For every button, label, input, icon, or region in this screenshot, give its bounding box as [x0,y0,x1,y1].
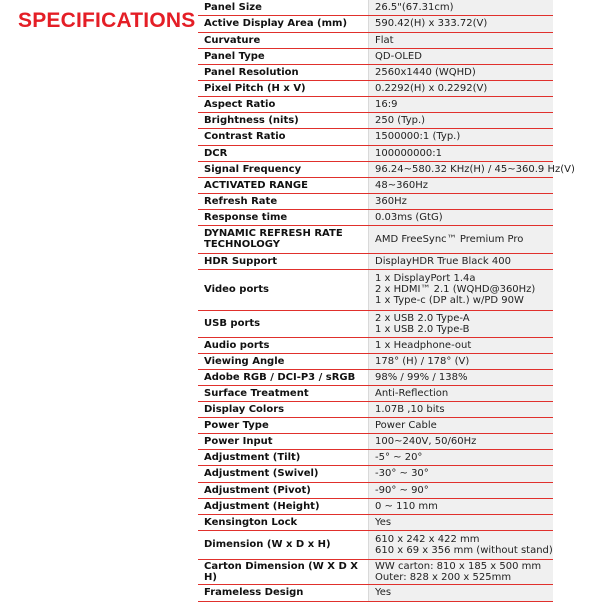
spec-row [198,449,553,465]
spec-row [198,514,553,530]
spec-value [369,584,554,601]
spec-value [369,80,554,96]
spec-value [369,385,554,401]
spec-value-line: 610 x 69 x 356 mm (without stand) [375,544,553,556]
spec-value-line: 2 x HDMI™ 2.1 (WQHD@360Hz) [375,284,536,295]
spec-value [369,32,554,48]
spec-value-line: 1 x Headphone-out [375,339,472,351]
spec-row [198,337,553,353]
spec-value-line: 590.42(H) x 333.72(V) [375,18,488,29]
spec-label: USB ports [198,310,369,337]
spec-value-line: 1 x USB 2.0 Type-B [375,323,470,335]
spec-value [369,177,554,193]
spec-row [198,385,553,401]
spec-value [369,310,554,337]
spec-label: Video ports [198,269,369,310]
spec-value [369,269,554,310]
spec-value-line: 1500000:1 (Typ.) [375,131,461,142]
spec-row [198,96,553,112]
spec-value-line: 1.07B ,10 bits [375,403,445,415]
spec-row [198,498,553,514]
spec-value [369,48,554,64]
spec-label: Power Type [198,417,369,433]
spec-row [198,369,553,385]
spec-label: Display Colors [198,401,369,417]
spec-row [198,48,553,64]
spec-label: Surface Treatment [198,385,369,401]
spec-value [369,64,554,80]
spec-row [198,353,553,369]
spec-row [198,559,553,584]
spec-label: Panel Type [198,48,369,64]
spec-value [369,449,554,465]
spec-value-line: 2560x1440 (WQHD) [375,66,476,78]
spec-label: Pixel Pitch (H x V) [198,80,369,96]
page-title: SPECIFICATIONS [18,9,196,32]
spec-row [198,225,553,253]
spec-label: Brightness (nits) [198,112,369,128]
spec-row [198,80,553,96]
spec-value-line: 48~360Hz [375,179,428,191]
spec-value-line: Yes [375,587,392,598]
spec-row [198,0,553,15]
spec-value [369,225,554,253]
spec-value [369,482,554,498]
spec-label: Carton Dimension (W X D X H) [198,559,369,584]
spec-row [198,64,553,80]
spec-label: Active Display Area (mm) [198,15,369,32]
spec-label: Refresh Rate [198,193,369,209]
spec-value-line: -5° ~ 20° [375,451,423,463]
spec-value [369,337,554,353]
spec-value [369,465,554,482]
spec-label: Panel Size [198,0,369,15]
spec-label: Kensington Lock [198,514,369,530]
spec-value [369,193,554,209]
spec-label: Adjustment (Pivot) [198,482,369,498]
spec-row [198,161,553,177]
spec-label: Signal Frequency [198,161,369,177]
spec-value [369,559,554,584]
spec-value-line: 26.5"(67.31cm) [375,1,454,13]
spec-row [198,253,553,269]
spec-label: Power Input [198,433,369,449]
spec-value-line: WW carton: 810 x 185 x 500 mm [375,560,542,572]
spec-value-line: Flat [375,34,394,46]
spec-value-line: Yes [375,516,392,528]
spec-value-line: 2 x USB 2.0 Type-A [375,312,470,324]
spec-label: DCR [198,145,369,161]
spec-value-line: 360Hz [375,195,407,207]
spec-value [369,209,554,225]
spec-label: DYNAMIC REFRESH RATE TECHNOLOGY [198,225,369,253]
spec-label: Panel Resolution [198,64,369,80]
spec-value-line: 0.03ms (GtG) [375,211,443,223]
spec-label: Dimension (W x D x H) [198,530,369,559]
spec-label: Adjustment (Tilt) [198,449,369,465]
spec-value-line: -90° ~ 90° [375,484,429,496]
spec-label: Audio ports [198,337,369,353]
specifications-table-body [198,0,575,601]
spec-label: Response time [198,209,369,225]
spec-value [369,145,554,161]
spec-value-line: 178° (H) / 178° (V) [375,355,470,367]
spec-label: Adobe RGB / DCI-P3 / sRGB [198,369,369,385]
spec-label: Viewing Angle [198,353,369,369]
spec-value [369,15,554,32]
spec-row [198,112,553,128]
spec-value-line: 98% / 99% / 138% [375,371,468,383]
spec-row [198,269,553,310]
spec-row [198,584,553,601]
spec-value [369,0,554,15]
spec-row [198,433,553,449]
spec-label: Adjustment (Height) [198,498,369,514]
spec-value [369,369,554,385]
spec-value [369,514,554,530]
spec-value [369,530,554,559]
spec-row [198,128,553,145]
spec-value-line: Power Cable [375,419,437,431]
spec-value [369,353,554,369]
spec-value [369,433,554,449]
spec-value-line: 96.24~580.32 KHz(H) / 45~360.9 Hz(V) [375,163,575,175]
spec-label: Adjustment (Swivel) [198,465,369,482]
spec-label: Contrast Ratio [198,128,369,145]
spec-row [198,417,553,433]
spec-value [369,112,554,128]
spec-value-line: 1 x DisplayPort 1.4a [375,273,476,284]
spec-label: ACTIVATED RANGE [198,177,369,193]
spec-value-line: -30° ~ 30° [375,468,429,479]
spec-value [369,96,554,112]
spec-label: Frameless Design [198,584,369,601]
spec-value [369,417,554,433]
spec-value-line: 1 x Type-c (DP alt.) w/PD 90W [375,295,524,306]
spec-label: Aspect Ratio [198,96,369,112]
spec-value [369,128,554,145]
spec-value-line: AMD FreeSync™ Premium Pro [375,233,524,245]
spec-value [369,253,554,269]
spec-value-line: 0 ~ 110 mm [375,500,438,512]
spec-value-line: 16:9 [375,98,398,110]
spec-row [198,32,553,48]
spec-value [369,161,575,177]
spec-value-line: 100000000:1 [375,147,442,159]
spec-value-line: DisplayHDR True Black 400 [375,255,511,267]
spec-row [198,177,553,193]
spec-value-line: 610 x 242 x 422 mm [375,533,480,545]
spec-row [198,209,553,225]
spec-row [198,530,553,559]
spec-row [198,145,553,161]
spec-row [198,15,553,32]
spec-value-line: Anti-Reflection [375,387,449,399]
spec-row [198,193,553,209]
spec-value-line: 0.2292(H) x 0.2292(V) [375,82,488,94]
spec-value-line: Outer: 828 x 200 x 525mm [375,571,512,583]
spec-value-line: 250 (Typ.) [375,114,426,126]
spec-label: Curvature [198,32,369,48]
spec-value [369,498,554,514]
spec-label: HDR Support [198,253,369,269]
spec-value [369,401,554,417]
spec-value-line: QD-OLED [375,50,422,62]
spec-value-line: 100~240V, 50/60Hz [375,435,477,447]
spec-row [198,401,553,417]
spec-row [198,465,553,482]
spec-row [198,310,553,337]
specifications-table [198,0,575,602]
spec-row [198,482,553,498]
